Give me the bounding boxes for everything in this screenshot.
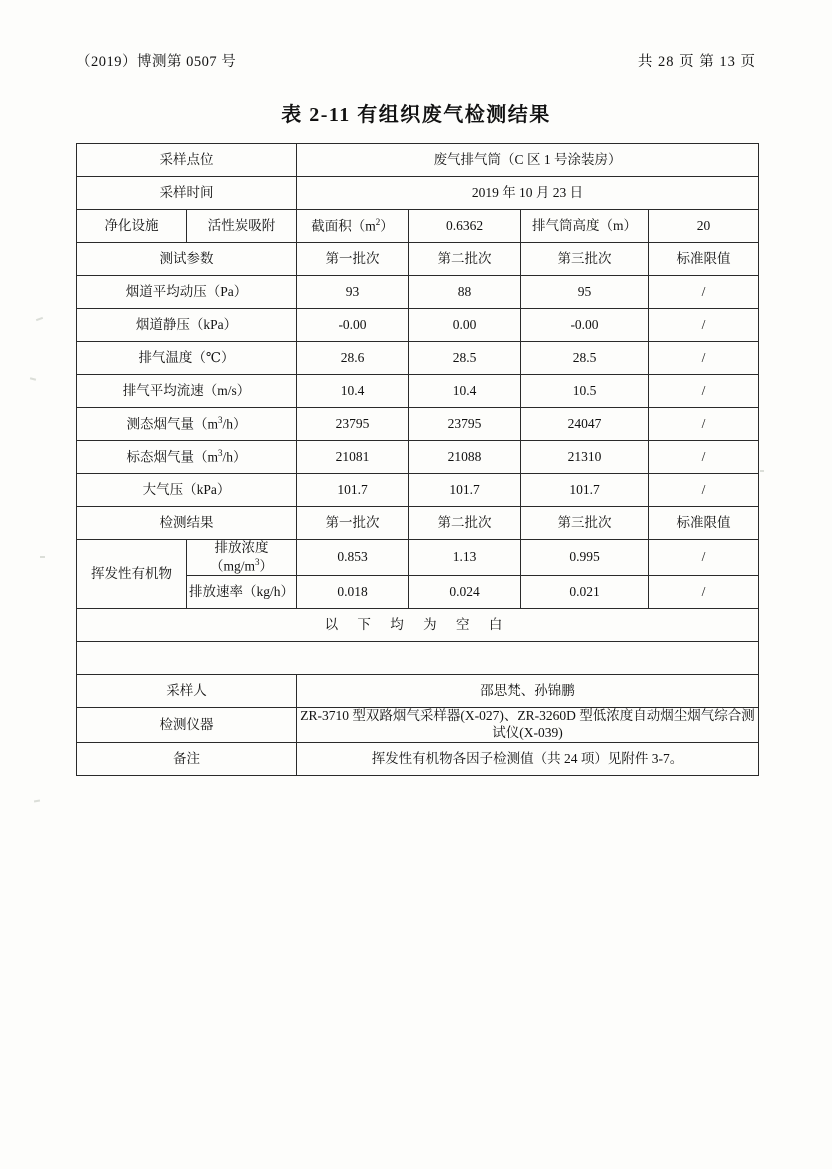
table-row [77,642,759,675]
label-sampling-point: 采样点位 [77,144,297,177]
blank-area [77,642,759,675]
header-standard-limit: 标准限值 [649,507,759,540]
param-name-suffix: /h） [222,449,247,465]
table-row [77,144,759,177]
table-row [77,177,759,210]
pollutant-value: 0.024 [409,576,521,609]
param-value: 24047 [521,408,649,441]
header-batch-1: 第一批次 [297,243,409,276]
label-instrument: 检测仪器 [77,708,297,743]
pollutant-unit-exponent: 3 [255,556,260,567]
results-table [76,143,759,776]
param-name: 烟道平均动压（Pa） [77,276,297,309]
page-title: 表 2-11 有组织废气检测结果 [281,104,551,126]
pollutant-value: 0.021 [521,576,649,609]
param-value: -0.00 [521,309,649,342]
value-sampling-point: 废气排气筒（C 区 1 号涂装房） [297,144,759,177]
param-limit: / [649,342,759,375]
value-sampling-time: 2019 年 10 月 23 日 [297,177,759,210]
value-sampler: 邵思梵、孙锦鹏 [297,675,759,708]
param-unit-exponent: 3 [218,414,223,425]
param-value: 93 [297,276,409,309]
param-value: 10.5 [521,375,649,408]
table-row [77,342,759,375]
param-limit: / [649,276,759,309]
param-value: 21088 [409,441,521,474]
value-purification-method: 活性炭吸附 [187,210,297,243]
table-row [77,675,759,708]
value-section-area: 0.6362 [409,210,521,243]
scan-artifact [40,556,45,558]
param-name: 排气温度（℃） [77,342,297,375]
param-value: 21310 [521,441,649,474]
param-limit: / [649,408,759,441]
pollutant-value: 0.853 [297,540,409,576]
label-remark: 备注 [77,743,297,776]
document-number: （2019）博测第 0507 号 [76,54,237,70]
pollutant-item-suffix: ） [259,558,273,574]
scan-artifact [30,377,36,380]
table-row [77,276,759,309]
label-purification-facility: 净化设施 [77,210,187,243]
param-value: 10.4 [409,375,521,408]
value-instrument: ZR-3710 型双路烟气采样器(X-027)、ZR-3260D 型低浓度自动烟尘烟气综合测试仪(X-039) [297,708,759,743]
label-sampler: 采样人 [77,675,297,708]
scan-artifact [34,799,40,802]
table-row [77,243,759,276]
page-number: 共 28 页 第 13 页 [637,54,756,70]
header-batch-3: 第三批次 [521,243,649,276]
table-row [77,309,759,342]
page-header [76,50,756,71]
label-section-area [297,210,409,243]
scan-artifact [36,317,43,321]
header-batch-2: 第二批次 [409,243,521,276]
pollutant-value: 0.995 [521,540,649,576]
pollutant-item [187,540,297,576]
label-test-parameter: 测试参数 [77,243,297,276]
param-value: 23795 [297,408,409,441]
header-batch-3: 第三批次 [521,507,649,540]
pollutant-limit: / [649,540,759,576]
param-limit: / [649,375,759,408]
table-row [77,408,759,441]
param-name-text: 测态烟气量（m [126,416,218,432]
param-value: 10.4 [297,375,409,408]
param-value: 0.00 [409,309,521,342]
blank-notice: 以 下 均 为 空 白 [77,609,759,642]
param-limit: / [649,441,759,474]
param-name [77,441,297,474]
section-area-unit-exponent: 2 [375,216,381,227]
pollutant-limit: / [649,576,759,609]
table-row [77,708,759,743]
param-value: 101.7 [521,474,649,507]
header-batch-1: 第一批次 [297,507,409,540]
param-value: 95 [521,276,649,309]
param-unit-exponent: 3 [218,447,223,458]
table-row [77,540,759,576]
param-name: 排气平均流速（m/s） [77,375,297,408]
table-row [77,375,759,408]
label-detection-result: 检测结果 [77,507,297,540]
table-row [77,507,759,540]
param-value: 101.7 [409,474,521,507]
param-name: 烟道静压（kPa） [77,309,297,342]
header-standard-limit: 标准限值 [649,243,759,276]
param-name-suffix: /h） [222,416,247,432]
param-value: -0.00 [297,309,409,342]
pollutant-name: 挥发性有机物 [77,540,187,609]
param-value: 88 [409,276,521,309]
pollutant-item-text: 排放浓度（mg/m [209,540,269,574]
value-remark: 挥发性有机物各因子检测值（共 24 项）见附件 3-7。 [297,743,759,776]
section-area-label-text: 截面积（m [311,218,376,234]
pollutant-value: 1.13 [409,540,521,576]
param-value: 23795 [409,408,521,441]
label-stack-height: 排气筒高度（m） [521,210,649,243]
table-row [77,441,759,474]
section-area-label-close: ） [380,218,394,234]
scan-artifact [760,470,764,472]
param-name [77,408,297,441]
table-row [77,609,759,642]
param-value: 28.5 [521,342,649,375]
param-name-text: 标态烟气量（m [126,449,218,465]
param-name: 大气压（kPa） [77,474,297,507]
value-stack-height: 20 [649,210,759,243]
table-row [77,743,759,776]
header-batch-2: 第二批次 [409,507,521,540]
param-value: 21081 [297,441,409,474]
pollutant-value: 0.018 [297,576,409,609]
param-value: 28.6 [297,342,409,375]
table-row [77,474,759,507]
param-value: 101.7 [297,474,409,507]
pollutant-item: 排放速率（kg/h） [187,576,297,609]
param-limit: / [649,309,759,342]
table-row [77,210,759,243]
label-sampling-time: 采样时间 [77,177,297,210]
param-limit: / [649,474,759,507]
param-value: 28.5 [409,342,521,375]
